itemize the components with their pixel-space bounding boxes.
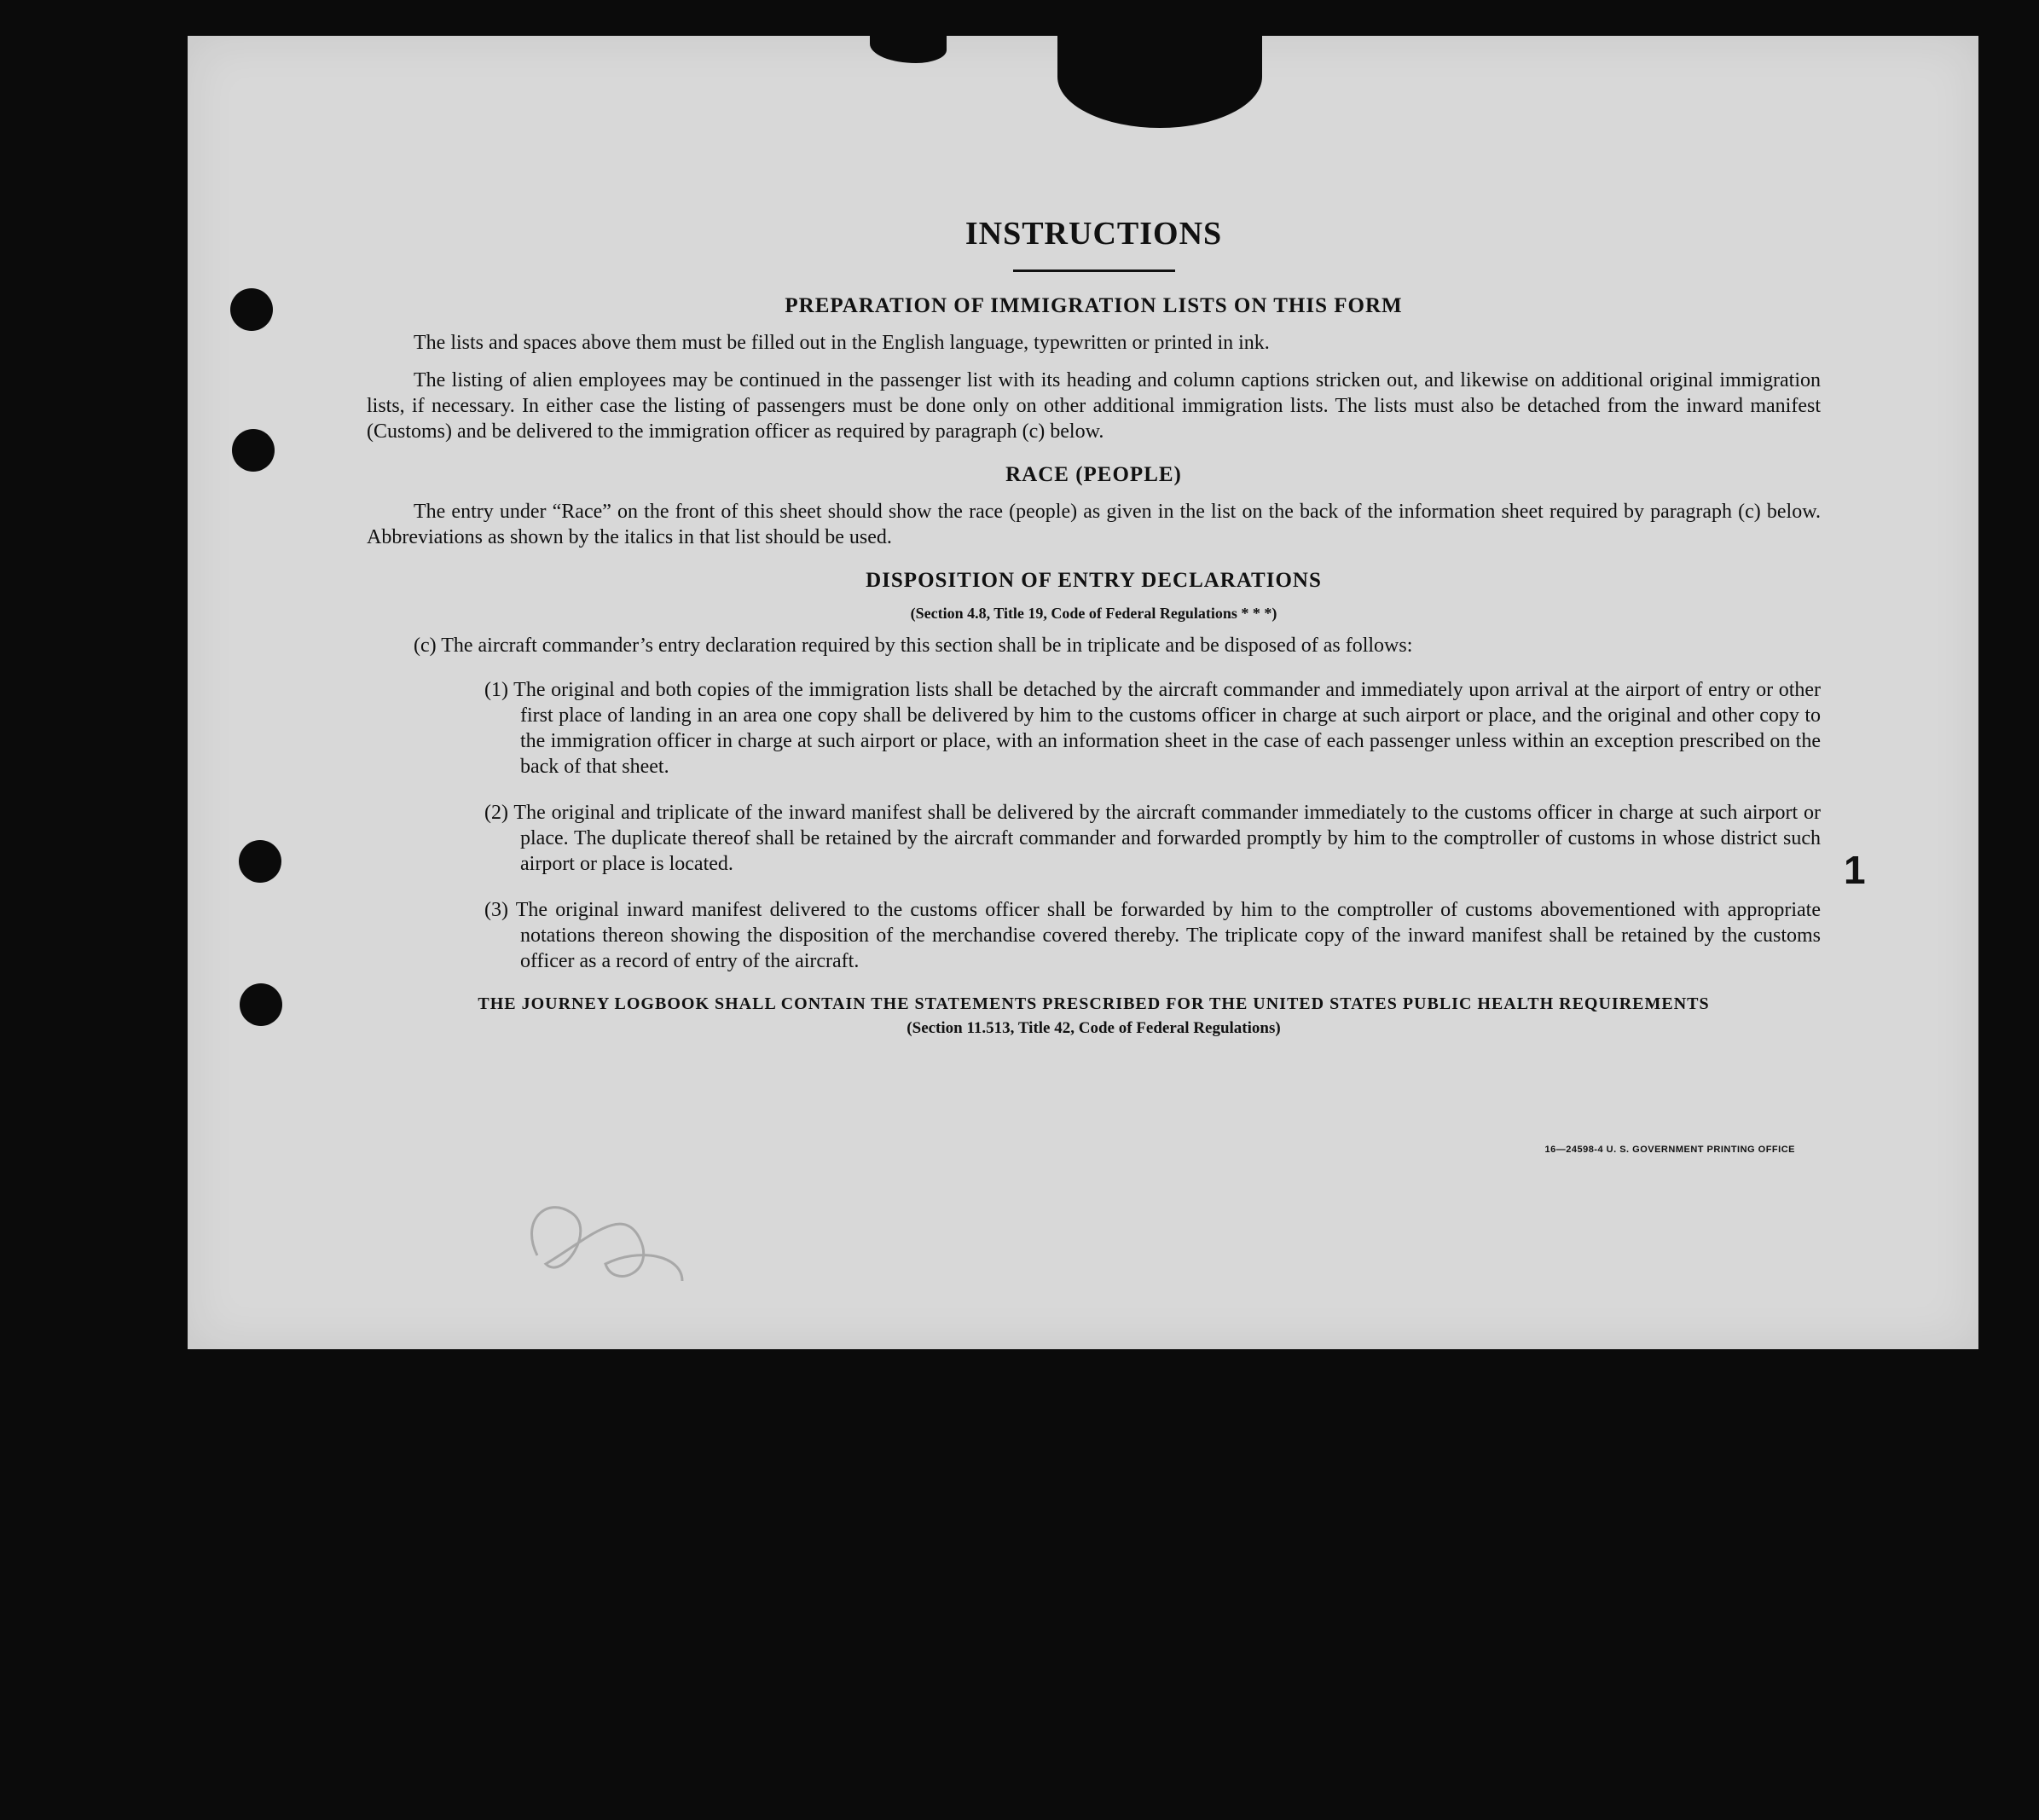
section-heading-race: RACE (PEOPLE) <box>1005 463 1182 486</box>
paragraph-preparation-2: The listing of alien employees may be continued in the passenger list with its heading and column captions stricken out, and likewise on additional original immigration lists, if necessary. In either case the listing of passengers must be done only on other additional immigration lists. The lists must also be detached from the inward manifest (Customs) and be delivered to the immigration officer as required by paragraph (c) below. <box>367 369 1821 443</box>
section-heading-preparation: PREPARATION OF IMMIGRATION LISTS ON THIS FORM <box>785 294 1403 317</box>
section-citation-disposition: (Section 4.8, Title 19, Code of Federal Regulations * * *) <box>910 605 1277 622</box>
page-title: INSTRUCTIONS <box>964 216 1223 252</box>
torn-edge-top <box>1057 26 1262 128</box>
paragraph-preparation-1: The lists and spaces above them must be filled out in the English language, typewritten or printed in ink. <box>414 332 1270 354</box>
margin-handwritten-mark: 1 <box>1844 848 1866 892</box>
punch-hole-2 <box>232 429 275 472</box>
paragraph-disposition-1: (1) The original and both copies of the immigration lists shall be detached by the aircraft commander and immediately upon arrival at the airport of entry or other first place of landing in an area one copy shall be delivered by him to the customs officer in charge at such airport or place, and the original and other copy to the immigration officer in charge at such airport or place, with an information sheet in the case of each passenger unless within an exception prescribed on the back of that sheet. <box>484 679 1821 778</box>
journey-logbook-notice: THE JOURNEY LOGBOOK SHALL CONTAIN THE STATEMENTS PRESCRIBED FOR THE UNITED STATES PUBLIC HEALTH REQUIREMENTS <box>478 994 1710 1013</box>
document-page <box>188 36 1978 1349</box>
printing-office-imprint: 16—24598-4 U. S. GOVERNMENT PRINTING OFFICE <box>1544 1145 1795 1155</box>
punch-hole-1 <box>230 288 273 331</box>
punch-hole-4 <box>240 983 282 1026</box>
paragraph-disposition-c: (c) The aircraft commander’s entry declaration required by this section shall be in triplicate and be disposed of as follows: <box>414 635 1413 657</box>
punch-hole-3 <box>239 840 281 883</box>
pencil-scribble-icon <box>512 1187 699 1298</box>
paragraph-disposition-3: (3) The original inward manifest delivered to the customs officer shall be forwarded by him to the comptroller of customs abovementioned with appropriate notations thereon showing the disposition of the merchandise covered thereby. The triplicate copy of the inward manifest shall be retained by the customs officer as a record of entry of the aircraft. <box>484 899 1821 972</box>
paragraph-disposition-2: (2) The original and triplicate of the inward manifest shall be delivered by the aircraft commander immediately to the customs officer in charge at such airport or place. The duplicate thereof shall be retained by the aircraft commander and forwarded promptly by him to the comptroller of customs in whose district such airport or place is located. <box>484 802 1821 875</box>
paragraph-race: The entry under “Race” on the front of this sheet should show the race (people) as given in the list on the back of the information sheet required by paragraph (c) below. Abbreviations as shown by the italics in that list should be used. <box>367 501 1821 548</box>
title-underline <box>1013 270 1175 272</box>
journey-logbook-citation: (Section 11.513, Title 42, Code of Federal Regulations) <box>907 1019 1281 1037</box>
section-heading-disposition: DISPOSITION OF ENTRY DECLARATIONS <box>866 569 1322 592</box>
instructions-body <box>367 215 1821 1155</box>
